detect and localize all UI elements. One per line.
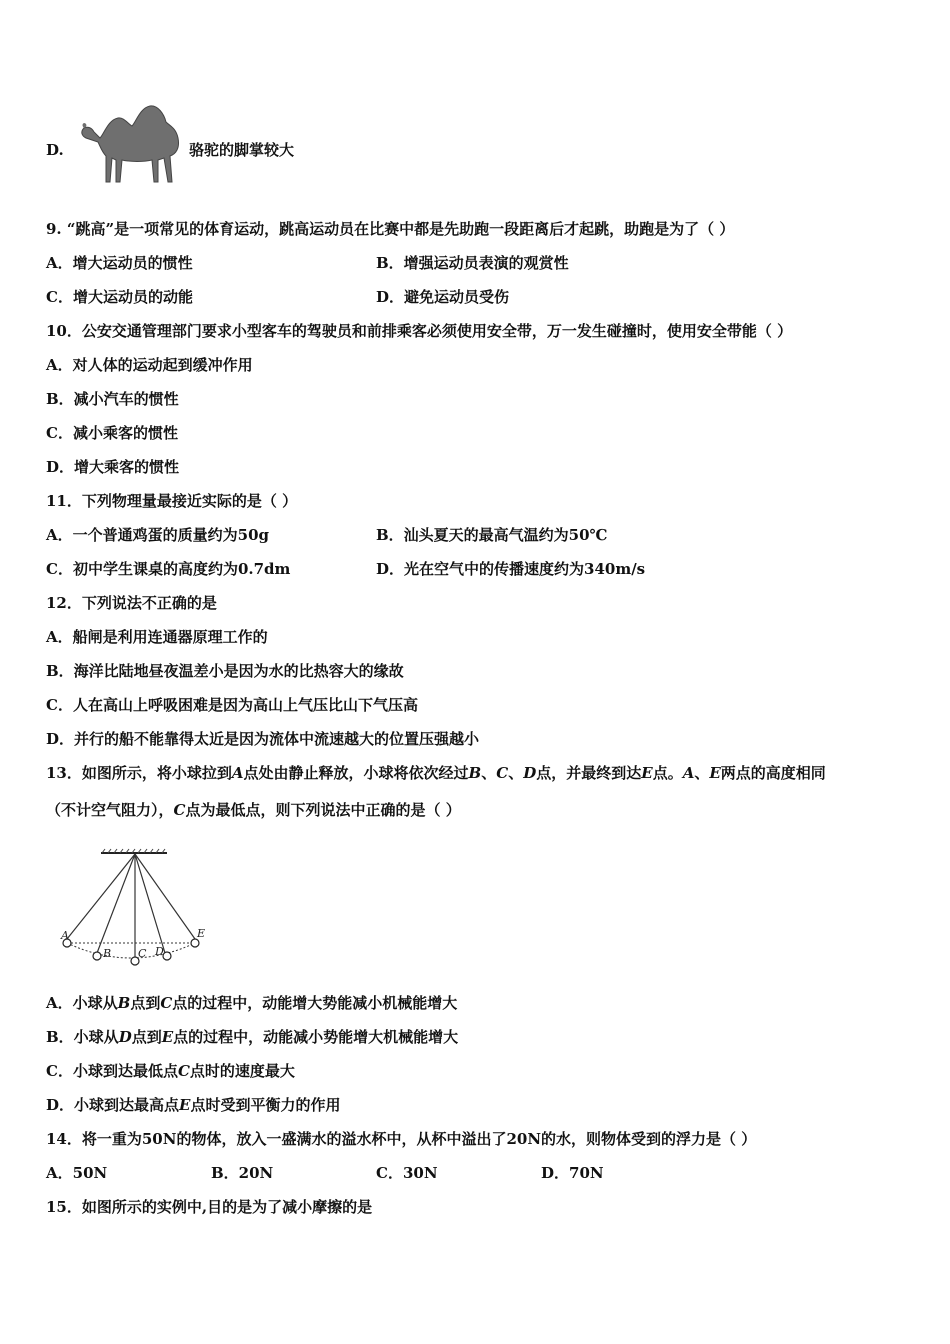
q8-option-d-label: D. bbox=[46, 141, 64, 159]
q13-option-c: C．小球到达最低点C点时的速度最大 bbox=[46, 1062, 295, 1080]
q10-option-a: A．对人体的运动起到缓冲作用 bbox=[46, 356, 253, 374]
q12-stem: 12．下列说法不正确的是 bbox=[46, 594, 217, 612]
q10-option-d: D．增大乘客的惯性 bbox=[46, 458, 180, 476]
q14-option-c: C．30N bbox=[376, 1164, 438, 1182]
q13-option-a: A．小球从B点到C点的过程中，动能增大势能减小机械能增大 bbox=[46, 994, 458, 1012]
q14-option-b: B．20N bbox=[211, 1164, 274, 1182]
pendulum-figure bbox=[55, 843, 215, 975]
figure-label-b: B bbox=[103, 947, 112, 960]
q9-option-b: B．增强运动员表演的观赏性 bbox=[376, 254, 569, 272]
q13-option-d: D．小球到达最高点E点时受到平衡力的作用 bbox=[46, 1096, 341, 1114]
q11-option-c: C．初中学生课桌的高度约为0.7dm bbox=[46, 560, 291, 578]
q11-stem: 11．下列物理量最接近实际的是（ ） bbox=[46, 492, 298, 510]
figure-label-e: E bbox=[197, 927, 206, 940]
q9-option-d: D．避免运动员受伤 bbox=[376, 288, 510, 306]
q12-option-c: C．人在高山上呼吸困难是因为高山上气压比山下气压高 bbox=[46, 696, 418, 714]
q9-option-c: C．增大运动员的动能 bbox=[46, 288, 193, 306]
q14-stem: 14．将一重为50N的物体，放入一盛满水的溢水杯中，从杯中溢出了20N的水，则物体受到的浮力是（ ） bbox=[46, 1130, 757, 1148]
q10-option-c: C．减小乘客的惯性 bbox=[46, 424, 178, 442]
q10-option-b: B．减小汽车的惯性 bbox=[46, 390, 179, 408]
q14-option-a: A．50N bbox=[46, 1164, 108, 1182]
q9-option-a: A．增大运动员的惯性 bbox=[46, 254, 193, 272]
q12-option-d: D．并行的船不能靠得太近是因为流体中流速越大的位置压强越小 bbox=[46, 730, 480, 748]
figure-label-d: D bbox=[155, 945, 164, 958]
q11-option-b: B．汕头夏天的最高气温约为50℃ bbox=[376, 526, 608, 544]
q13-stem-line1: 13．如图所示，将小球拉到A点处由静止释放，小球将依次经过B、C、D点，并最终到达E点。A、E两点的高度相同 bbox=[46, 764, 826, 782]
q14-option-d: D．70N bbox=[541, 1164, 604, 1182]
q12-option-a: A．船闸是利用连通器原理工作的 bbox=[46, 628, 268, 646]
q13-option-b: B．小球从D点到E点的过程中，动能减小势能增大机械能增大 bbox=[46, 1028, 459, 1046]
q9-stem: 9. “跳高”是一项常见的体育运动，跳高运动员在比赛中都是先助跑一段距离后才起跳，助跑是为了（ ） bbox=[46, 220, 735, 238]
figure-label-c: C bbox=[138, 947, 147, 960]
q10-stem: 10．公安交通管理部门要求小型客车的驾驶员和前排乘客必须使用安全带，万一发生碰撞时，使用安全带能（ ） bbox=[46, 322, 793, 340]
q8-option-d-text: 骆驼的脚掌较大 bbox=[189, 141, 295, 159]
q15-stem: 15．如图所示的实例中,目的是为了减小摩擦的是 bbox=[46, 1198, 373, 1216]
camel-image bbox=[78, 98, 186, 186]
q11-option-d: D．光在空气中的传播速度约为340m/s bbox=[376, 560, 646, 578]
figure-label-a: A bbox=[61, 929, 69, 942]
q12-option-b: B．海洋比陆地昼夜温差小是因为水的比热容大的缘故 bbox=[46, 662, 404, 680]
q13-stem-line2: （不计空气阻力），C点为最低点，则下列说法中正确的是（ ） bbox=[46, 801, 461, 819]
q11-option-a: A．一个普通鸡蛋的质量约为50g bbox=[46, 526, 270, 544]
